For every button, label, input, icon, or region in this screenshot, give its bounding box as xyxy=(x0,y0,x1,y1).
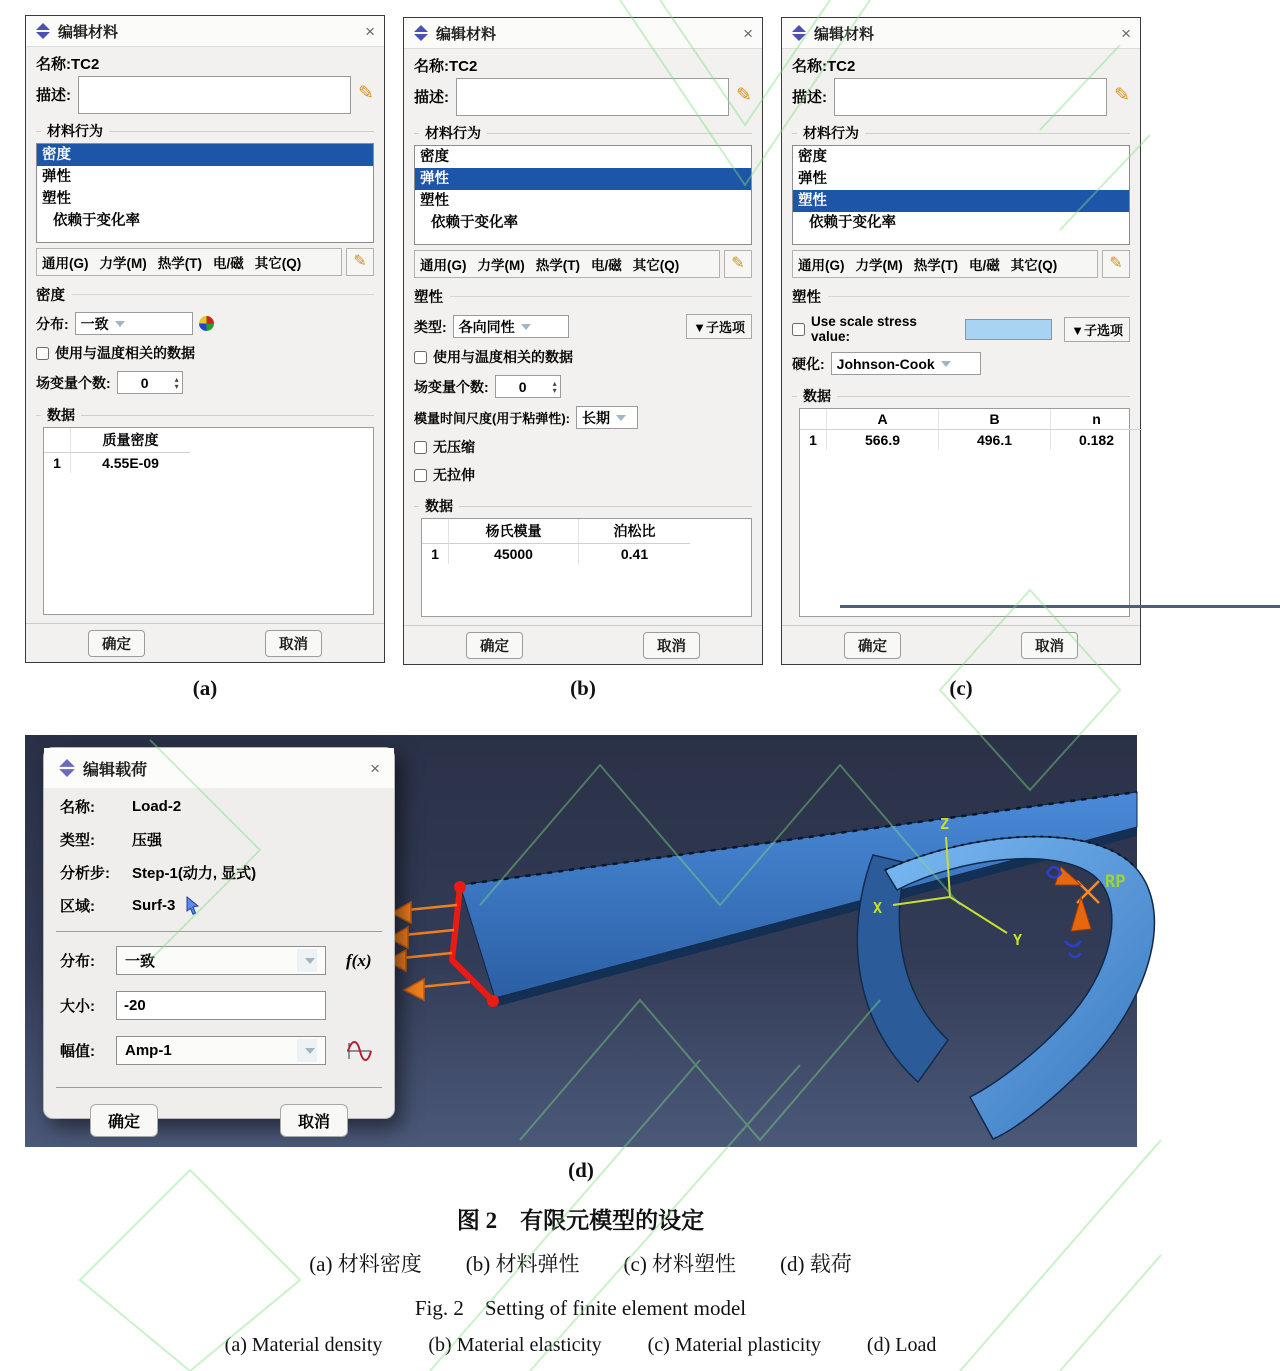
title-bar[interactable] xyxy=(44,748,394,788)
figure-subcaption-zh xyxy=(0,1248,1161,1278)
load-arrow xyxy=(391,902,457,923)
section-title: 密度 xyxy=(36,284,374,305)
edit-behavior-button[interactable] xyxy=(346,248,374,276)
description-label: 描述: xyxy=(36,87,71,104)
en-item-d: (d) Load xyxy=(866,1334,937,1356)
edit-material-dialog-a xyxy=(25,15,385,663)
field-variable-stepper[interactable]: 0 ▴ ▾ xyxy=(495,375,561,398)
table-corner xyxy=(800,409,826,430)
chevron-down-icon xyxy=(297,949,317,972)
data-group xyxy=(792,381,1130,617)
tab-general[interactable]: 通用(G) xyxy=(798,258,845,273)
abaqus-icon xyxy=(58,759,76,777)
cell-poisson[interactable]: 0.41 xyxy=(578,544,690,564)
behavior-group-label: 材料行为 xyxy=(36,121,374,141)
field-variable-stepper[interactable]: 0 ▴ ▾ xyxy=(117,371,183,394)
title-bar[interactable] xyxy=(404,18,762,49)
cancel-button[interactable]: 取消 xyxy=(1021,632,1078,659)
tab-thermal[interactable]: 热学(T) xyxy=(913,258,958,273)
horizontal-scrollbar[interactable] xyxy=(840,605,1280,608)
behavior-item-density[interactable]: 密度 xyxy=(798,149,827,165)
step-label: 分析步: xyxy=(60,865,110,882)
behavior-item-plastic[interactable]: 塑性 xyxy=(420,193,449,209)
spinner-arrows-icon[interactable]: ▴ ▾ xyxy=(552,378,557,395)
scale-stress-input[interactable] xyxy=(965,319,1052,340)
tab-general[interactable]: 通用(G) xyxy=(420,258,467,273)
cursor-pointer-icon[interactable] xyxy=(185,897,201,915)
temperature-checkbox-label: 使用与温度相关的数据 xyxy=(433,349,573,365)
no-compression-checkbox[interactable] xyxy=(414,441,427,454)
tab-electrical[interactable]: 电/磁 xyxy=(591,258,622,273)
pencil-icon: ✎ xyxy=(353,253,367,270)
magnitude-input[interactable] xyxy=(116,991,326,1020)
pencil-icon[interactable]: ✎ xyxy=(736,85,752,106)
divider xyxy=(56,931,382,932)
dialog-title: 编辑载荷 xyxy=(83,761,148,779)
name-value: Load-2 xyxy=(132,798,182,815)
description-input[interactable] xyxy=(78,76,351,114)
chevron-down-icon xyxy=(115,321,125,327)
type-row xyxy=(414,314,752,339)
edit-material-dialog-b xyxy=(403,17,763,665)
divider xyxy=(56,1087,382,1088)
ok-button[interactable]: 确定 xyxy=(466,632,523,659)
type-select[interactable]: 各向同性 xyxy=(453,315,569,338)
tab-mechanical[interactable]: 力学(M) xyxy=(855,258,903,273)
behavior-item-elastic[interactable]: 弹性 xyxy=(415,168,751,190)
data-table xyxy=(422,519,751,564)
cell-n[interactable]: 0.182 xyxy=(1050,430,1142,450)
figure-title-en: Fig. 2 Setting of finite element model xyxy=(414,1296,747,1320)
row-index: 1 xyxy=(53,455,61,471)
data-table xyxy=(800,409,1129,450)
en-item-c: (c) Material plasticity xyxy=(647,1334,821,1356)
description-input[interactable] xyxy=(456,78,729,116)
tab-electrical[interactable]: 电/磁 xyxy=(969,258,1000,273)
temperature-checkbox-row xyxy=(36,343,374,363)
scale-stress-label: Use scale stress value: xyxy=(811,314,917,344)
material-name: 名称:TC2 xyxy=(414,58,478,75)
fx-expression-icon[interactable]: f(x) xyxy=(346,950,372,970)
close-icon[interactable]: × xyxy=(1121,23,1131,43)
cell-density[interactable]: 4.55E-09 xyxy=(70,453,190,473)
data-group-label: 数据 xyxy=(792,386,1130,406)
caption-d: (d) xyxy=(568,1158,594,1182)
region-row xyxy=(60,895,378,916)
temperature-checkbox[interactable] xyxy=(414,351,427,364)
data-group xyxy=(414,491,752,617)
amplitude-curve-icon[interactable] xyxy=(346,1041,372,1061)
ok-button[interactable]: 确定 xyxy=(88,630,145,657)
step-value: Step-1(动力, 显式) xyxy=(132,865,257,882)
ribbon-strip xyxy=(460,792,1137,1006)
distribution-row xyxy=(36,312,374,335)
region-value: Surf-3 xyxy=(132,897,176,914)
behavior-item-plastic[interactable]: 塑性 xyxy=(42,191,71,207)
col-header-A: A xyxy=(826,409,938,430)
section-title: 塑性 xyxy=(792,286,1130,307)
behavior-item-rate-dependent[interactable]: 依赖于变化率 xyxy=(431,215,518,231)
tab-mechanical[interactable]: 力学(M) xyxy=(99,256,147,271)
category-tabs xyxy=(414,250,720,278)
cancel-button[interactable]: 取消 xyxy=(280,1104,348,1137)
chevron-down-icon xyxy=(941,361,951,367)
tab-thermal[interactable]: 热学(T) xyxy=(535,258,580,273)
field-variable-row xyxy=(36,371,374,394)
temperature-checkbox-row xyxy=(414,347,752,367)
dialog-footer xyxy=(404,625,762,664)
type-label: 类型: xyxy=(414,318,447,335)
strip-top-face xyxy=(460,792,1137,998)
close-icon[interactable]: × xyxy=(743,23,753,43)
material-name: 名称:TC2 xyxy=(36,56,100,73)
behavior-item-elastic[interactable]: 弹性 xyxy=(798,171,827,187)
color-wheel-icon[interactable] xyxy=(199,316,214,331)
edge-vertex-dot xyxy=(487,995,499,1007)
table-corner xyxy=(422,519,448,544)
chevron-down-icon xyxy=(521,324,531,330)
distribution-row xyxy=(60,946,378,975)
col-header-poisson: 泊松比 xyxy=(578,519,690,544)
tab-other[interactable]: 其它(Q) xyxy=(254,256,302,271)
moduli-timescale-label: 模量时间尺度(用于粘弹性): xyxy=(414,411,570,426)
behavior-item-plastic[interactable]: 塑性 xyxy=(793,190,1129,212)
magnitude-row xyxy=(60,991,378,1020)
edit-behavior-button[interactable] xyxy=(1102,250,1130,278)
tab-other[interactable]: 其它(Q) xyxy=(632,258,680,273)
hardening-label: 硬化: xyxy=(792,355,825,372)
tab-mechanical[interactable]: 力学(M) xyxy=(477,258,525,273)
data-group-label: 数据 xyxy=(414,496,752,516)
hardening-select[interactable]: Johnson-Cook xyxy=(831,352,981,375)
col-header-n: n xyxy=(1050,409,1142,430)
type-label: 类型: xyxy=(60,832,95,849)
description-row xyxy=(36,76,374,114)
y-axis-label: Y xyxy=(1013,931,1023,949)
col-header-youngs: 杨氏模量 xyxy=(448,519,578,544)
rp-cone-icon xyxy=(1071,897,1091,931)
material-name: 名称:TC2 xyxy=(792,58,856,75)
name-label: 名称: xyxy=(60,799,95,816)
hardening-row xyxy=(792,352,1130,375)
row-index: 1 xyxy=(431,546,439,562)
table-corner xyxy=(44,428,70,453)
col-header-density: 质量密度 xyxy=(70,428,190,453)
close-icon[interactable]: × xyxy=(365,21,375,41)
moduli-timescale-select[interactable]: 长期 xyxy=(576,406,638,429)
dialog-body xyxy=(782,49,1140,625)
zh-item-b: (b) 材料弹性 xyxy=(465,1252,580,1276)
cell-B[interactable]: 496.1 xyxy=(938,430,1050,450)
edit-load-dialog xyxy=(43,747,395,1131)
field-variable-label: 场变量个数: xyxy=(414,378,489,395)
no-tension-label: 无拉伸 xyxy=(433,467,475,483)
title-bar[interactable] xyxy=(782,18,1140,49)
distribution-label: 分布: xyxy=(60,953,95,970)
description-row xyxy=(414,78,752,116)
caption-c: (c) xyxy=(949,676,973,700)
no-compression-label: 无压缩 xyxy=(433,439,475,455)
edge-vertex-dot xyxy=(454,881,466,893)
tab-general[interactable]: 通用(G) xyxy=(42,256,89,271)
suboptions-button[interactable]: ▼子选项 xyxy=(1064,317,1130,342)
scale-stress-checkbox[interactable] xyxy=(792,323,805,336)
behavior-group-label: 材料行为 xyxy=(414,123,752,143)
distribution-select[interactable]: 一致 xyxy=(75,312,193,335)
caption-a: (a) xyxy=(192,676,218,700)
section-title: 塑性 xyxy=(414,286,752,307)
category-tabs xyxy=(792,250,1098,278)
behavior-item-density[interactable]: 密度 xyxy=(420,149,449,165)
x-axis-label: X xyxy=(873,899,883,917)
abaqus-icon xyxy=(791,25,807,41)
load-arrow xyxy=(388,927,454,948)
behavior-list xyxy=(792,145,1130,245)
en-item-b: (b) Material elasticity xyxy=(428,1334,602,1356)
description-row xyxy=(792,78,1130,116)
distribution-label: 分布: xyxy=(36,315,69,332)
temperature-checkbox[interactable] xyxy=(36,347,49,360)
type-row xyxy=(60,829,378,850)
dialog-title: 编辑材料 xyxy=(436,25,497,43)
abaqus-icon xyxy=(35,23,51,39)
data-table xyxy=(44,428,373,473)
suboptions-button[interactable]: ▼子选项 xyxy=(686,314,752,339)
cancel-button[interactable]: 取消 xyxy=(265,630,322,657)
behavior-list xyxy=(414,145,752,245)
field-variable-row xyxy=(414,375,752,398)
chevron-down-icon xyxy=(616,415,626,421)
region-label: 区域: xyxy=(60,898,95,915)
amplitude-row xyxy=(60,1036,378,1065)
zh-item-d: (d) 载荷 xyxy=(780,1252,852,1276)
row-index: 1 xyxy=(809,432,817,448)
zh-item-a: (a) 材料密度 xyxy=(309,1252,422,1276)
dialog-footer xyxy=(44,1094,394,1137)
category-tab-row xyxy=(792,250,1130,278)
pencil-icon: ✎ xyxy=(731,255,745,272)
no-compression-row xyxy=(414,437,752,457)
cancel-button[interactable]: 取消 xyxy=(643,632,700,659)
ok-button[interactable]: 确定 xyxy=(90,1104,158,1137)
load-arrow xyxy=(386,950,452,971)
tab-thermal[interactable]: 热学(T) xyxy=(157,256,202,271)
amplitude-label: 幅值: xyxy=(60,1043,95,1060)
cell-A[interactable]: 566.9 xyxy=(826,430,938,450)
type-value: 压强 xyxy=(132,832,163,849)
tab-other[interactable]: 其它(Q) xyxy=(1010,258,1058,273)
data-table-box[interactable] xyxy=(799,408,1130,617)
caption-b: (b) xyxy=(570,676,596,700)
pencil-icon: ✎ xyxy=(1109,255,1123,272)
load-arrow xyxy=(404,979,470,1000)
behavior-group-label: 材料行为 xyxy=(792,123,1130,143)
name-row xyxy=(60,796,378,817)
no-tension-row xyxy=(414,465,752,485)
en-item-a: (a) Material density xyxy=(224,1334,383,1356)
step-row xyxy=(60,862,378,883)
col-header-B: B xyxy=(938,409,1050,430)
distribution-select[interactable]: 一致 xyxy=(116,946,326,975)
behavior-list xyxy=(36,143,374,243)
field-variable-label: 场变量个数: xyxy=(36,374,111,391)
rp-label: RP xyxy=(1105,872,1126,892)
amplitude-select[interactable]: Amp-1 xyxy=(116,1036,326,1065)
dialog-footer xyxy=(26,623,384,662)
pencil-icon[interactable]: ✎ xyxy=(1114,85,1130,106)
close-icon[interactable]: × xyxy=(370,758,380,778)
dialog-title: 编辑材料 xyxy=(814,25,875,43)
pencil-icon[interactable]: ✎ xyxy=(358,83,374,104)
ok-button[interactable]: 确定 xyxy=(844,632,901,659)
description-label: 描述: xyxy=(414,89,449,106)
category-tab-row xyxy=(36,248,374,276)
temperature-checkbox-label: 使用与温度相关的数据 xyxy=(55,345,195,361)
abaqus-3d-viewport[interactable] xyxy=(25,735,1137,1147)
dialog-footer xyxy=(782,625,1140,664)
category-tabs xyxy=(36,248,342,276)
category-tab-row xyxy=(414,250,752,278)
behavior-item-rate-dependent[interactable]: 依赖于变化率 xyxy=(809,215,896,231)
no-tension-checkbox[interactable] xyxy=(414,469,427,482)
data-group-label: 数据 xyxy=(36,405,374,425)
figure-title-zh: 图 2 有限元模型的设定 xyxy=(456,1208,705,1233)
zh-item-c: (c) 材料塑性 xyxy=(623,1252,737,1276)
edit-behavior-button[interactable] xyxy=(724,250,752,278)
cell-youngs[interactable]: 45000 xyxy=(448,544,578,564)
chevron-down-icon xyxy=(297,1039,317,1062)
dialog-body xyxy=(44,788,394,1094)
behavior-item-elastic[interactable]: 弹性 xyxy=(42,169,71,185)
data-group xyxy=(36,400,374,615)
z-axis-label: Z xyxy=(940,815,950,833)
dialog-body xyxy=(26,47,384,623)
behavior-item-density[interactable]: 密度 xyxy=(37,144,373,166)
tab-electrical[interactable]: 电/磁 xyxy=(213,256,244,271)
behavior-item-rate-dependent[interactable]: 依赖于变化率 xyxy=(53,213,140,229)
dialog-title: 编辑材料 xyxy=(58,23,119,41)
figure-subcaption-en xyxy=(0,1334,1161,1357)
edit-material-dialog-c xyxy=(781,17,1141,665)
data-table-box[interactable] xyxy=(43,427,374,615)
dialog-body xyxy=(404,49,762,625)
data-table-box[interactable] xyxy=(421,518,752,617)
spinner-arrows-icon[interactable]: ▴ ▾ xyxy=(174,374,179,391)
description-label: 描述: xyxy=(792,89,827,106)
title-bar[interactable] xyxy=(26,16,384,47)
y-axis xyxy=(950,897,1007,933)
scale-stress-row xyxy=(792,314,1130,344)
description-input[interactable] xyxy=(834,78,1107,116)
abaqus-icon xyxy=(413,25,429,41)
moduli-timescale-row xyxy=(414,406,752,429)
magnitude-label: 大小: xyxy=(60,998,95,1015)
